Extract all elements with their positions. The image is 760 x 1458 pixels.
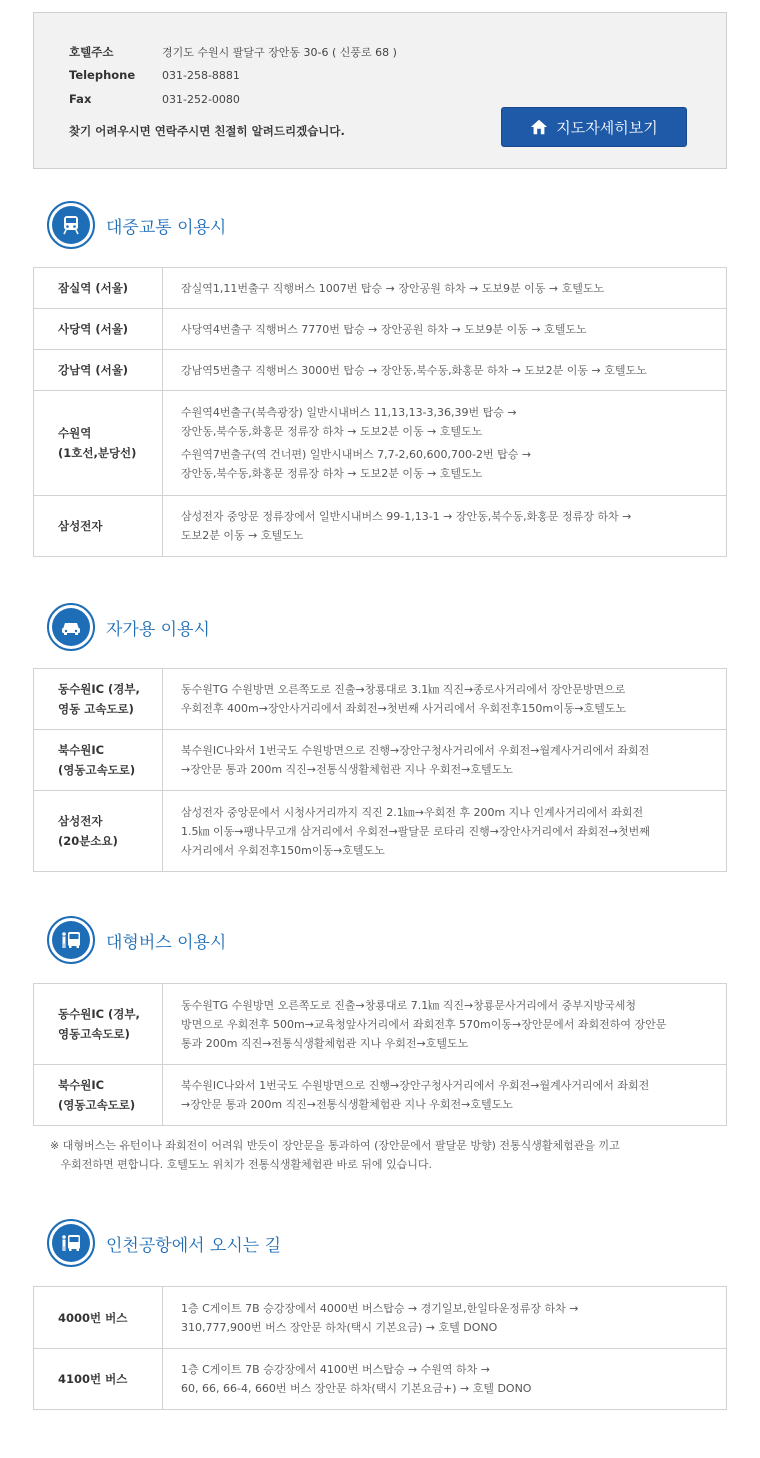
section-title: 대중교통 이용시 <box>106 217 227 238</box>
route-origin: 북수원IC (영동고속도로) <box>34 1065 163 1126</box>
car-icon <box>47 603 95 651</box>
route-origin: 동수원IC (경부, 영동 고속도로) <box>34 669 163 730</box>
section-title: 인천공항에서 오시는 길 <box>106 1235 282 1256</box>
phone-value: 031-258-8881 <box>162 69 240 82</box>
route-description: 1층 C게이트 7B 승강장에서 4000번 버스탑승 → 경기일보,한일타운정류장 하차 → 310,777,900번 버스 장안문 하차(택시 기본요금) → 호텔 DONO <box>163 1287 727 1349</box>
route-description: 1층 C게이트 7B 승강장에서 4100번 버스탑승 → 수원역 하차 → 60, 66, 66-4, 660번 버스 장안문 하차(택시 기본요금+) → 호텔 DONO <box>163 1349 727 1410</box>
public-transport-table <box>33 267 727 557</box>
section-title: 자가용 이용시 <box>106 619 210 640</box>
route-description: 강남역5번출구 직행버스 3000번 탑승 → 장안동,북수동,화홍문 하차 → 도보2분 이동 → 호텔도노 <box>163 350 727 391</box>
table-row <box>34 1349 727 1410</box>
address-label: 호텔주소 <box>69 45 114 59</box>
route-origin: 삼성전자 (20분소요) <box>34 791 163 872</box>
route-description: 잠실역1,11번출구 직행버스 1007번 탑승 → 장안공원 하차 → 도보9분 이동 → 호텔도노 <box>163 268 727 309</box>
route-origin: 동수원IC (경부, 영동고속도로) <box>34 984 163 1065</box>
route-origin: 잠실역 (서울) <box>34 268 163 309</box>
route-description: 동수원TG 수원방면 오른쪽도로 진출→창룡대로 7.1㎞ 직진→창룡문사거리에서 중부지방국세청 방면으로 우회전후 500m→교육청앞사거리에서 좌회전후 570m이동→장안문에서 좌회전하여 장안문 통과 200m 직진→전통식생활체험관 지나 우회전→호텔도노 <box>163 984 727 1065</box>
section-car-header <box>47 603 210 651</box>
route-description: 삼성전자 중앙문에서 시청사거리까지 직진 2.1㎞→우회전 후 200m 지나 인계사거리에서 좌회전 1.5㎞ 이동→팽나무고개 삼거리에서 우회전→팔달문 로타리 진행→장안사거리에서 좌회전→첫번째 사거리에서 우회전후150m이동→호텔도노 <box>163 791 727 872</box>
table-row <box>34 1287 727 1349</box>
route-origin: 사당역 (서울) <box>34 309 163 350</box>
section-title: 대형버스 이용시 <box>106 932 227 953</box>
footnote-line: ※ 대형버스는 유턴이나 좌회전이 어려워 반듯이 장안문을 통과하여 (장안문에서 팔달문 방향) 전통식생활체험관을 끼고 <box>50 1139 620 1152</box>
fax-value: 031-252-0080 <box>162 93 240 106</box>
table-row <box>34 791 727 872</box>
route-origin: 강남역 (서울) <box>34 350 163 391</box>
route-origin: 4100번 버스 <box>34 1349 163 1410</box>
route-description: 동수원TG 수원방면 오른쪽도로 진출→창룡대로 3.1㎞ 직진→종로사거리에서 장안문방면으로 우회전후 400m→장안사거리에서 좌회전→첫번째 사거리에서 우회전후150m이동→호텔도노 <box>163 669 727 730</box>
car-route-table <box>33 668 727 872</box>
route-description: 삼성전자 중앙문 정류장에서 일반시내버스 99-1,13-1 → 장안동,북수동,화홍문 정류장 하차 → 도보2분 이동 → 호텔도노 <box>163 496 727 557</box>
footnote-line: 우회전하면 편합니다. 호텔도노 위치가 전통식생활체험관 바로 뒤에 있습니다. <box>50 1158 432 1171</box>
section-bus-header <box>47 916 226 964</box>
table-row <box>34 496 727 557</box>
home-icon <box>530 118 548 136</box>
fax-row <box>69 92 240 106</box>
section-airport-header <box>47 1219 281 1267</box>
subway-icon <box>47 201 95 249</box>
address-row <box>69 44 397 60</box>
table-row <box>34 350 727 391</box>
route-description: 북수원IC나와서 1번국도 수원방면으로 진행→장안구청사거리에서 우회전→월계사거리에서 좌회전 →장안문 통과 200m 직진→전통식생활체험관 지나 우회전→호텔도노 <box>163 730 727 791</box>
section-public-transport-header <box>47 201 226 249</box>
address-value: 경기도 수원시 팔달구 장안동 30-6 ( 신풍로 68 ) <box>162 46 397 59</box>
route-origin: 삼성전자 <box>34 496 163 557</box>
bus-person-icon <box>47 1219 95 1267</box>
table-row <box>34 309 727 350</box>
contact-info-box <box>33 12 727 169</box>
airport-route-table <box>33 1286 727 1410</box>
table-row <box>34 391 727 496</box>
table-row <box>34 669 727 730</box>
bus-footnote <box>50 1136 620 1174</box>
route-origin: 북수원IC (영동고속도로) <box>34 730 163 791</box>
phone-row <box>69 68 240 82</box>
table-row <box>34 1065 727 1126</box>
route-origin: 수원역 (1호선,분당선) <box>34 391 163 496</box>
contact-note: 찾기 어려우시면 연락주시면 친절히 알려드리겠습니다. <box>69 124 345 138</box>
bus-person-icon <box>47 916 95 964</box>
table-row <box>34 268 727 309</box>
map-detail-button[interactable] <box>501 107 687 147</box>
fax-label: Fax <box>69 92 92 106</box>
route-description: 수원역4번출구(북측광장) 일반시내버스 11,13,13-3,36,39번 탑승 → 장안동,북수동,화홍문 정류장 하차 → 도보2분 이동 → 호텔도노 수원역7번출구(역 건너편) 일반시내버스 7,7-2,60,600,700-2번 탑승 → 장안동,북수동,화홍문 정류장 하차 → 도보2분 이동 → 호텔도노 <box>163 391 727 496</box>
table-row <box>34 984 727 1065</box>
route-description: 사당역4번출구 직행버스 7770번 탑승 → 장안공원 하차 → 도보9분 이동 → 호텔도노 <box>163 309 727 350</box>
table-row <box>34 730 727 791</box>
route-origin: 4000번 버스 <box>34 1287 163 1349</box>
bus-route-table <box>33 983 727 1126</box>
map-detail-button-label: 지도자세히보기 <box>556 118 658 137</box>
phone-label: Telephone <box>69 68 136 82</box>
route-description: 북수원IC나와서 1번국도 수원방면으로 진행→장안구청사거리에서 우회전→월계사거리에서 좌회전 →장안문 통과 200m 직진→전통식생활체험관 지나 우회전→호텔도노 <box>163 1065 727 1126</box>
